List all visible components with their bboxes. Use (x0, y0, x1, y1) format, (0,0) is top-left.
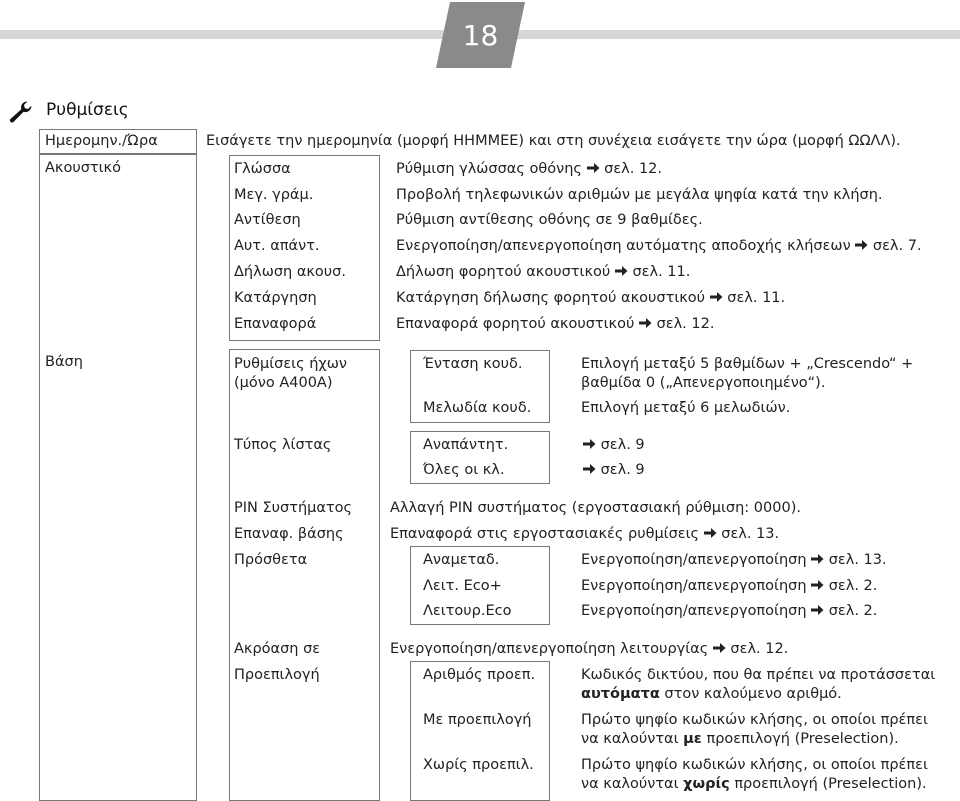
handset-item-reset-desc: Επαναφορά φορητού ακουστικού σελ. 12. (396, 316, 715, 332)
base-listen: Ακρόαση σε (234, 641, 321, 657)
handset-item-contrast: Αντίθεση (234, 212, 301, 228)
arrow-right-icon (615, 265, 628, 277)
arrow-right-icon (583, 438, 596, 450)
list-type-missed: Αναπάντητ. (423, 437, 509, 453)
handset-item-deregister-desc: Κατάργηση δήλωσης φορητού ακουστικού σελ. 11. (396, 290, 786, 306)
arrow-right-icon (811, 604, 824, 616)
base-extras: Πρόσθετα (234, 552, 308, 568)
preselection-with-desc-2: να καλούνται με προεπιλογή (Preselection). (581, 731, 899, 747)
arrow-right-icon (855, 239, 868, 251)
preselection-number: Αριθμός προεπ. (423, 667, 536, 683)
handset-item-contrast-desc: Ρύθμιση αντίθεσης οθόνης σε 9 βαθμίδες. (396, 212, 703, 228)
arrow-right-icon (713, 642, 726, 654)
arrow-right-icon (710, 291, 723, 303)
handset-item-register-desc: Δήλωση φορητού ακουστικού σελ. 11. (396, 264, 691, 280)
sound-ring-melody-desc: Επιλογή μεταξύ 6 μελωδιών. (581, 400, 791, 416)
base-preselection: Προεπιλογή (234, 667, 320, 683)
handset-item-large-digits-desc: Προβολή τηλεφωνικών αριθμών με μεγάλα ψηφία κατά την κλήση. (396, 187, 883, 203)
date-time-label: Ημερομην./Ώρα (45, 133, 158, 149)
sound-ring-volume-desc-2: βαθμίδα 0 („Απενεργοποιημένο“). (581, 375, 826, 391)
wrench-icon (8, 100, 34, 124)
preselection-without-desc-1: Πρώτο ψηφίο κωδικών κλήσης, οι οποίοι πρέπει (581, 757, 928, 773)
sound-ring-volume-desc-1: Επιλογή μεταξύ 5 βαθμίδων + „Crescendo“ + (581, 356, 914, 372)
sound-ring-melody: Μελωδία κουδ. (423, 400, 532, 416)
handset-item-large-digits: Μεγ. γράμ. (234, 187, 314, 203)
handset-item-deregister: Κατάργηση (234, 290, 317, 306)
sound-ring-volume: Ένταση κουδ. (423, 356, 523, 372)
handset-item-language: Γλώσσα (234, 161, 291, 177)
extras-repeater: Αναμεταδ. (423, 552, 500, 568)
base-listen-desc: Ενεργοποίηση/απενεργοποίηση λειτουργίας σελ. 12. (390, 641, 789, 657)
date-time-desc: Εισάγετε την ημερομηνία (μορφή ΗΗΜΜΕΕ) και στη συνέχεια εισάγετε την ώρα (μορφή ΩΩΛΛ). (206, 133, 901, 149)
arrow-right-icon (811, 553, 824, 565)
arrow-right-icon (811, 579, 824, 591)
list-type-all: Όλες οι κλ. (423, 462, 505, 478)
main-left-box (39, 153, 197, 801)
base-submenu-box (229, 349, 380, 801)
base-list-type: Τύπος λίστας (234, 437, 332, 453)
preselection-without-desc-2: να καλούνται χωρίς προεπιλογή (Preselection). (581, 776, 927, 792)
arrow-right-icon (583, 463, 596, 475)
base-system-pin: PIN Συστήματος (234, 500, 353, 516)
extras-eco: Λειτουρ.Eco (423, 603, 512, 619)
page-number: 18 (462, 18, 499, 52)
arrow-right-icon (639, 317, 652, 329)
section-title: Ρυθμίσεις (46, 100, 129, 120)
base-sound-settings-note: (μόνο A400A) (234, 375, 333, 391)
handset-item-register: Δήλωση ακουσ. (234, 264, 346, 280)
handset-label: Ακουστικό (45, 160, 121, 176)
arrow-right-icon (587, 162, 600, 174)
preselection-number-desc-2: αυτόματα στον καλούμενο αριθμό. (581, 686, 842, 702)
base-label: Βάση (45, 354, 83, 370)
preselection-number-desc-1: Κωδικός δικτύου, που θα πρέπει να προτάσσεται (581, 667, 936, 683)
arrow-right-icon (704, 527, 717, 539)
preselection-with-desc-1: Πρώτο ψηφίο κωδικών κλήσης, οι οποίοι πρέπει (581, 712, 928, 728)
base-reset-desc: Επαναφορά στις εργοστασιακές ρυθμίσεις σελ. 13. (390, 526, 780, 542)
handset-item-reset: Επαναφορά (234, 316, 317, 332)
list-type-missed-ref: σελ. 9 (583, 436, 645, 455)
base-sound-settings: Ρυθμίσεις ήχων (234, 356, 347, 372)
base-reset: Επαναφ. βάσης (234, 526, 344, 542)
preselection-without: Χωρίς προεπιλ. (423, 757, 534, 773)
handset-item-language-desc: Ρύθμιση γλώσσας οθόνης σελ. 12. (396, 161, 663, 177)
base-system-pin-desc: Αλλαγή PIN συστήματος (εργοστασιακή ρύθμιση: 0000). (390, 500, 801, 516)
handset-item-auto-answer-desc: Ενεργοποίηση/απενεργοποίηση αυτόματης αποδοχής κλήσεων σελ. 7. (396, 238, 922, 254)
extras-repeater-desc: Ενεργοποίηση/απενεργοποίηση σελ. 13. (581, 552, 887, 568)
extras-eco-plus-desc: Ενεργοποίηση/απενεργοποίηση σελ. 2. (581, 578, 878, 594)
extras-eco-desc: Ενεργοποίηση/απενεργοποίηση σελ. 2. (581, 603, 878, 619)
list-type-all-ref: σελ. 9 (583, 461, 645, 480)
extras-eco-plus: Λειτ. Eco+ (423, 578, 502, 594)
preselection-with: Με προεπιλογή (423, 712, 532, 728)
handset-item-auto-answer: Αυτ. απάντ. (234, 238, 320, 254)
